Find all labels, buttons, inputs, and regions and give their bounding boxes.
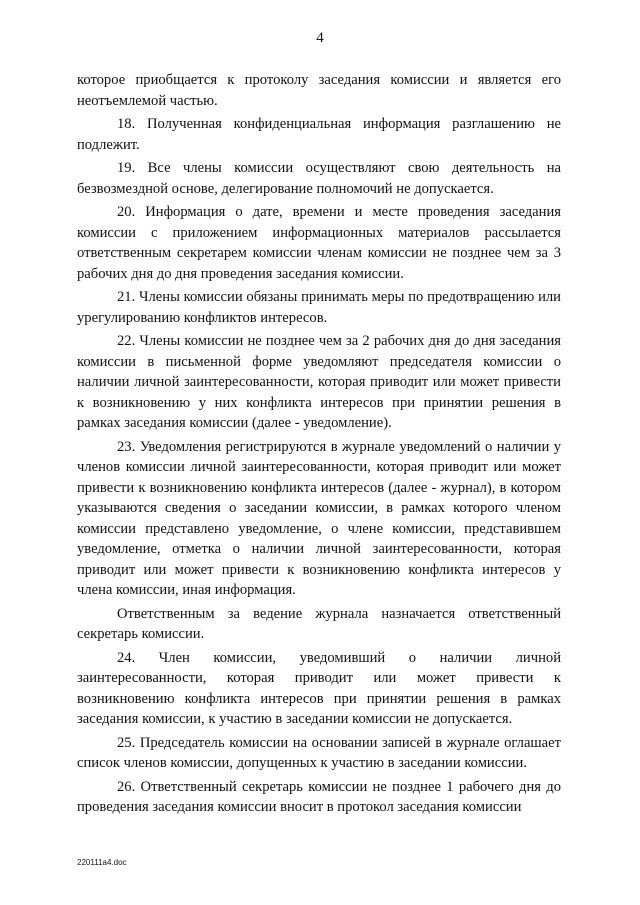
document-body bbox=[77, 70, 561, 821]
paragraph-21: 21. Члены комиссии обязаны принимать меры по предотвращению или урегулированию конфликтов интересов. bbox=[77, 289, 561, 326]
paragraph-26: 26. Ответственный секретарь комиссии не позднее 1 рабочего дня до проведения заседания комиссии вносит в протокол заседания комиссии bbox=[77, 778, 561, 815]
footer-filename: 220111a4.doc bbox=[77, 858, 127, 867]
paragraph-23: 23. Уведомления регистрируются в журнале уведомлений о наличии у членов комиссии личной заинтересованности, которая приводит или может привести к возникновению конфликта интересов (далее - журнал), в котором указываются сведения о заседании комиссии, в рамках которого членом комиссии представлено уведомление, о члене комиссии, представившем уведомление, отметка о наличии личной заинтересованности, которая приводит или может привести к возникновению конфликта интересов у члена комиссии, иная информация. bbox=[77, 438, 561, 598]
paragraph-18: 18. Полученная конфиденциальная информация разглашению не подлежит. bbox=[77, 116, 561, 153]
paragraph-22: 22. Члены комиссии не позднее чем за 2 рабочих дня до дня заседания комиссии в письменной форме уведомляют председателя комиссии о наличии личной заинтересованности, которая приводит или может привести к возникновению у них конфликта интересов при принятии решения в рамках заседания комиссии (далее - уведомление). bbox=[77, 333, 561, 431]
paragraph-24: 24. Член комиссии, уведомивший о наличии личной заинтересованности, которая приводит или может привести к возникновению конфликта интересов при принятии решения в рамках заседания комиссии, к участию в заседании комиссии не допускается. bbox=[77, 649, 561, 727]
page-number: 4 bbox=[316, 30, 324, 46]
paragraph-continuation: которое приобщается к протоколу заседания комиссии и является его неотъемлемой частью. bbox=[77, 72, 561, 109]
paragraph-23-secretary: Ответственным за ведение журнала назначается ответственный секретарь комиссии. bbox=[77, 605, 561, 642]
paragraph-20: 20. Информация о дате, времени и месте проведения заседания комиссии с приложением информационных материалов рассылается ответственным секретарем комиссии членам комиссии не позднее чем за 3 рабочих дня до дня проведения заседания комиссии. bbox=[77, 204, 561, 282]
paragraph-19: 19. Все члены комиссии осуществляют свою деятельность на безвозмездной основе, делегирование полномочий не допускается. bbox=[77, 160, 561, 197]
paragraph-25: 25. Председатель комиссии на основании записей в журнале оглашает список членов комиссии, допущенных к участию в заседании комиссии. bbox=[77, 734, 561, 771]
